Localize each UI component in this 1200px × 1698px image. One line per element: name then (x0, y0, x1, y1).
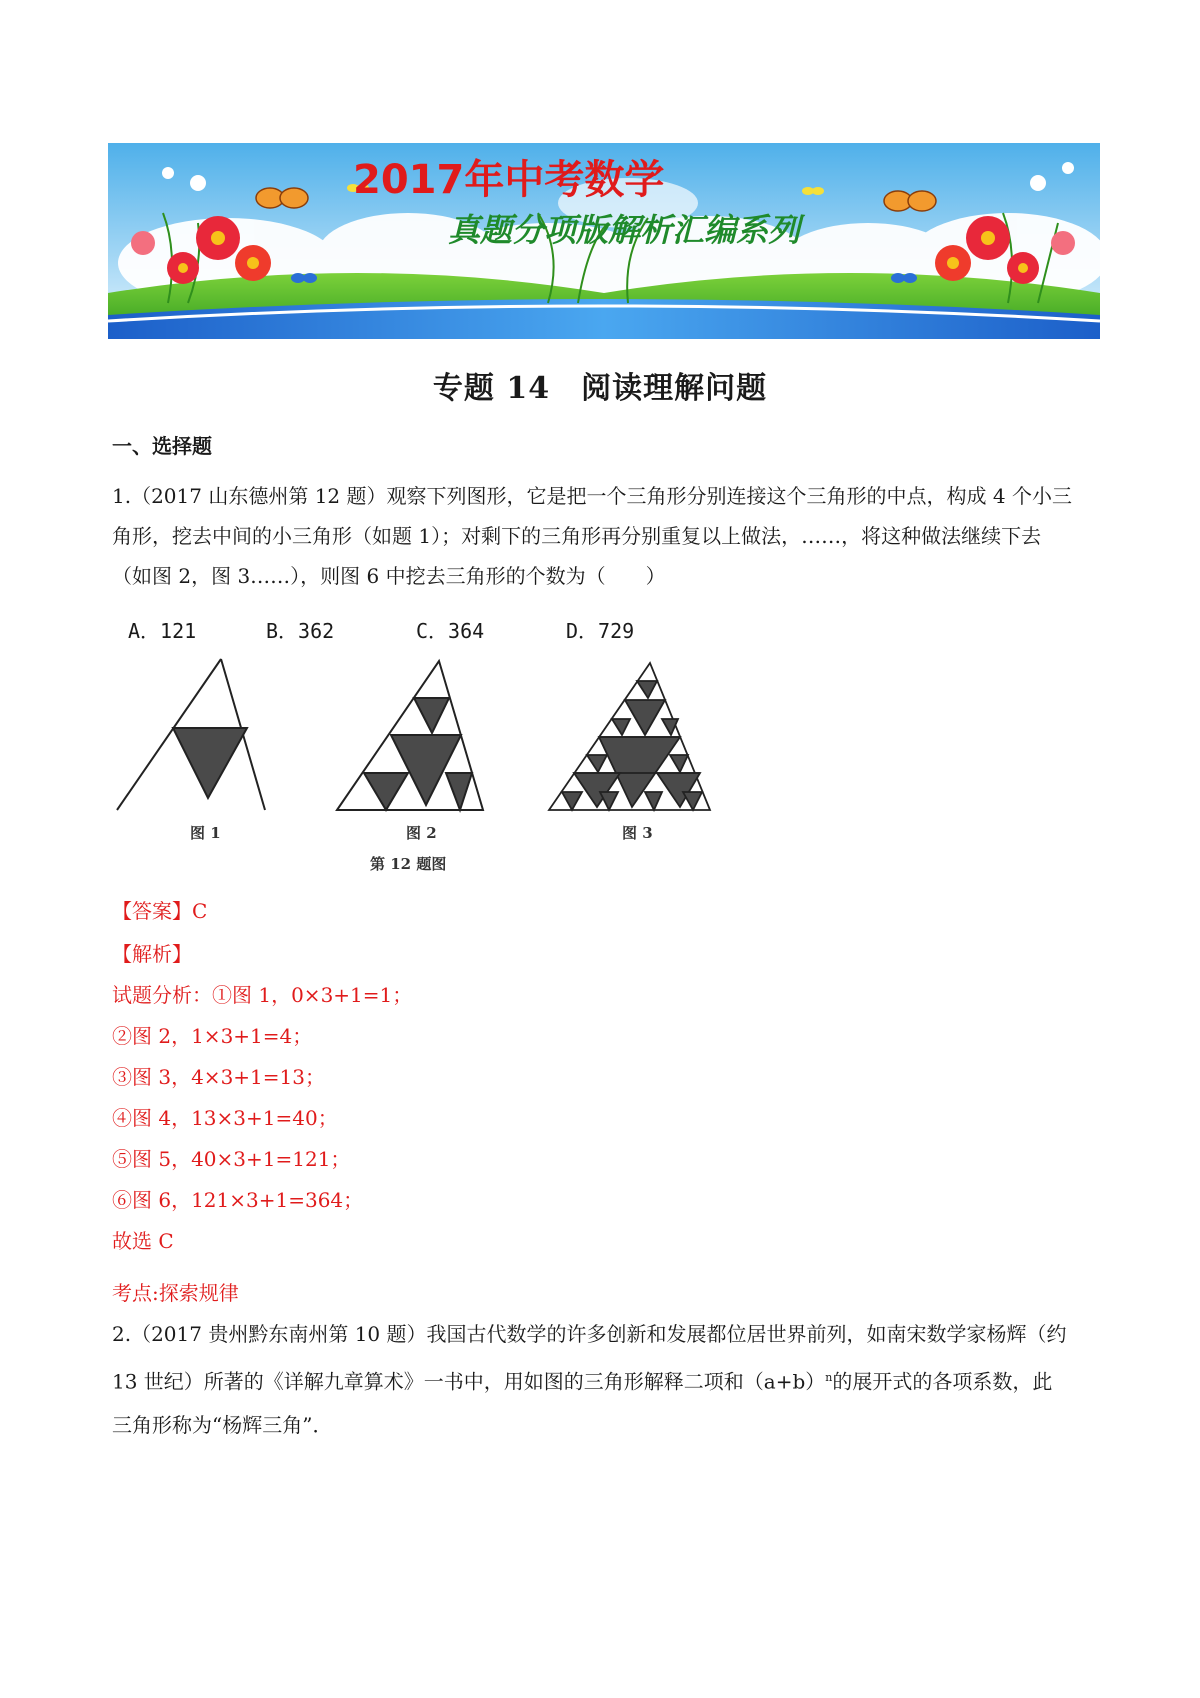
analysis-conclusion: 故选 C (112, 1229, 174, 1253)
banner (108, 143, 1100, 339)
question-1-line: 角形，挖去中间的小三角形（如题 1）；对剩下的三角形再分别重复以上做法，……，将这种做法继续下去 (112, 524, 1042, 548)
answer-value: C (192, 899, 208, 923)
section-heading: 一、选择题 (112, 434, 212, 458)
analysis-line: ⑤图 5，40×3+1=121； (112, 1147, 351, 1171)
answer (112, 895, 207, 924)
question-1-options (128, 615, 634, 644)
analysis-line: ④图 4，13×3+1=40； (112, 1106, 338, 1130)
figure-2-label: 图 2 (406, 824, 437, 842)
question-2-line (112, 1356, 1102, 1404)
question-1 (112, 476, 1102, 596)
analysis-label: 【解析】 (112, 942, 192, 966)
figure-1-diagram (117, 659, 265, 810)
option-d: D．729 (566, 619, 635, 643)
option-a: A．121 (128, 619, 197, 643)
banner-title: 2017年中考数学 (353, 157, 665, 203)
analysis-line: 试题分析：①图 1，0×3+1=1； (112, 983, 413, 1007)
figure-caption: 第 12 题图 (370, 855, 447, 873)
exponent-n: n (825, 1371, 833, 1384)
option-c: C．364 (416, 619, 485, 643)
question-2-line: 2.（2017 贵州黔东南州第 10 题）我国古代数学的许多创新和发展都位居世界前列，如南宋数学家杨辉（约 (112, 1322, 1067, 1346)
question-2-text: 的展开式的各项系数，此 (832, 1369, 1053, 1394)
figure-1-label: 图 1 (190, 824, 221, 842)
answer-label: 【答案】 (112, 899, 192, 923)
figure-2-diagram (337, 661, 483, 810)
banner-subtitle: 真题分项版解析汇编系列 (448, 211, 801, 249)
analysis-line: ③图 3，4×3+1=13； (112, 1065, 325, 1089)
question-1-line: （如图 2，图 3……），则图 6 中挖去三角形的个数为（ ） (112, 564, 666, 588)
question-2 (112, 1313, 1102, 1447)
question-2-line: 三角形称为“杨辉三角”． (112, 1412, 333, 1437)
banner-illustration (108, 143, 1100, 339)
option-b: B．362 (266, 619, 335, 643)
analysis-line: ②图 2，1×3+1=4； (112, 1024, 313, 1048)
question-1-figure (100, 655, 800, 875)
kaodian: 考点:探索规律 (112, 1281, 239, 1305)
figure-3-label: 图 3 (622, 824, 653, 842)
analysis-line: ⑥图 6，121×3+1=364； (112, 1188, 364, 1212)
question-2-text: 13 世纪）所著的《详解九章算术》一书中，用如图的三角形解释二项和（a+b） (112, 1369, 826, 1394)
question-1-line: 1.（2017 山东德州第 12 题）观察下列图形，它是把一个三角形分别连接这个三角形的中点，构成 4 个小三 (112, 484, 1072, 508)
figure-3-diagram (549, 663, 710, 810)
document-title: 专题 14 阅读理解问题 (432, 371, 768, 406)
